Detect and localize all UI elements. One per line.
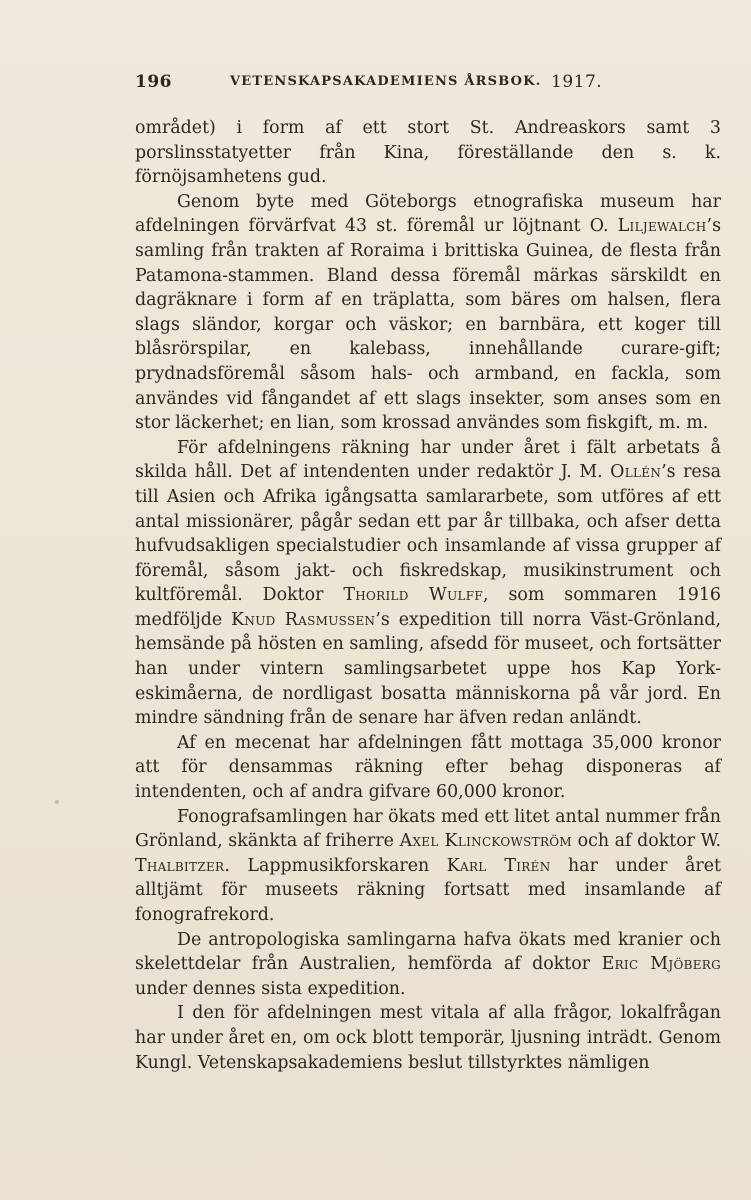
paragraph <box>135 436 721 731</box>
text-segment: Genom byte med Göteborgs etnografiska museum har afdelningen förvärfvat 43 st. föremål ur löjtnant O. <box>135 191 721 237</box>
paragraph <box>135 928 721 1002</box>
text-segment: och af doktor W. <box>572 831 721 852</box>
text-segment: ’s samling från trakten af Roraima i brittiska Guinea, de flesta från Patamona-stammen. Bland dessa föremål märkas särskildt en dagräknare i form af en träplatta, som bäres om halsen, flera slags sländor, korgar och väskor; en barnbära, ett koger till blåsrörspilar, en kalebass, innehållande curare-gift; prydnadsföremål såsom hals- och armband, en fackla, som användes vid fångandet af ett slags insekter, som anses som en stor läckerhet; en lian, som krossad användes som fiskgift, m. m. <box>135 216 721 434</box>
text-segment: ’s resa till Asien och Afrika igångsatta samlararbete, som utföres af ett antal missionärer, pågår sedan ett par år tillbaka, och afser detta hufvudsakligen specialstudier och insamlande af vissa grupper af föremål, såsom jakt- och fiskredskap, musikinstrument och kultföremål. Doktor <box>135 462 721 606</box>
running-head <box>135 72 615 100</box>
small-caps-name: Eric Mjöberg <box>601 954 721 975</box>
text-segment: ’s expedition till norra Väst-Grönland, hemsände på hösten en samling, afsedd för museet, och fortsätter han under vintern samlingsarbetet uppe hos Kap York-eskimåerna, de nordligast bosatta människorna på vår jord. En mindre sändning från de senare har äfven redan anländt. <box>135 609 722 729</box>
text-segment: Fonografsamlingen har ökats med ett litet antal nummer från Grönland, skänkta af friherre <box>135 806 722 852</box>
small-caps-name: Knud Rasmussen <box>231 609 376 630</box>
text-segment: området) i form af ett stort St. Andreaskors samt 3 porslinsstatyetter från Kina, föreställande den s. k. förnöjsamhetens gud. <box>135 118 721 188</box>
small-caps-name: Karl Tirén <box>446 855 551 876</box>
small-caps-name: Thorild Wulff <box>343 585 484 606</box>
small-caps-name: Thalbitzer <box>135 855 225 876</box>
text-segment: Af en mecenat har afdelningen fått mottaga 35,000 kronor att för densammas räkning efter behag disponeras af intendenten, och af andra gifvare 60,000 kronor. <box>135 732 721 803</box>
small-caps-name: Liljewalch <box>617 216 707 237</box>
text-segment: I den för afdelningen mest vitala af alla frågor, lokalfrågan har under året en, om ock blott temporär, ljusning inträdt. Genom Kungl. Vetenskapsakademiens beslut tillstyrktes nämligen <box>135 1003 721 1073</box>
running-head-title: VETENSKAPSAKADEMIENS ÅRSBOK. <box>230 74 542 89</box>
paragraph <box>135 116 721 190</box>
paragraph <box>135 1001 721 1075</box>
text-segment: . Lappmusikforskaren <box>224 855 447 876</box>
paragraph <box>135 805 721 928</box>
text-segment: De antropologiska samlingarna hafva ökats med kranier och skelettdelar från Australien, hemförda af doktor <box>135 929 721 975</box>
text-segment: För afdelningens räkning har under året i fält arbetats å skilda håll. Det af intendenten under redaktör J. M. <box>135 437 721 483</box>
text-segment: under dennes sista expedition. <box>135 978 406 999</box>
text-segment: , som sommaren 1916 medföljde <box>135 585 721 630</box>
small-caps-name: Ollén <box>610 462 662 483</box>
text-segment: har under året alltjämt för museets räkning fortsatt med insamlande af fonografrekord. <box>135 855 722 925</box>
small-caps-name: Axel Klinckowström <box>399 831 573 852</box>
body-text <box>135 116 721 1075</box>
paragraph <box>135 731 721 805</box>
running-head-year: 1917. <box>551 72 603 92</box>
paragraph <box>135 190 721 436</box>
page-number: 196 <box>135 72 172 92</box>
paper-speck <box>55 800 59 804</box>
